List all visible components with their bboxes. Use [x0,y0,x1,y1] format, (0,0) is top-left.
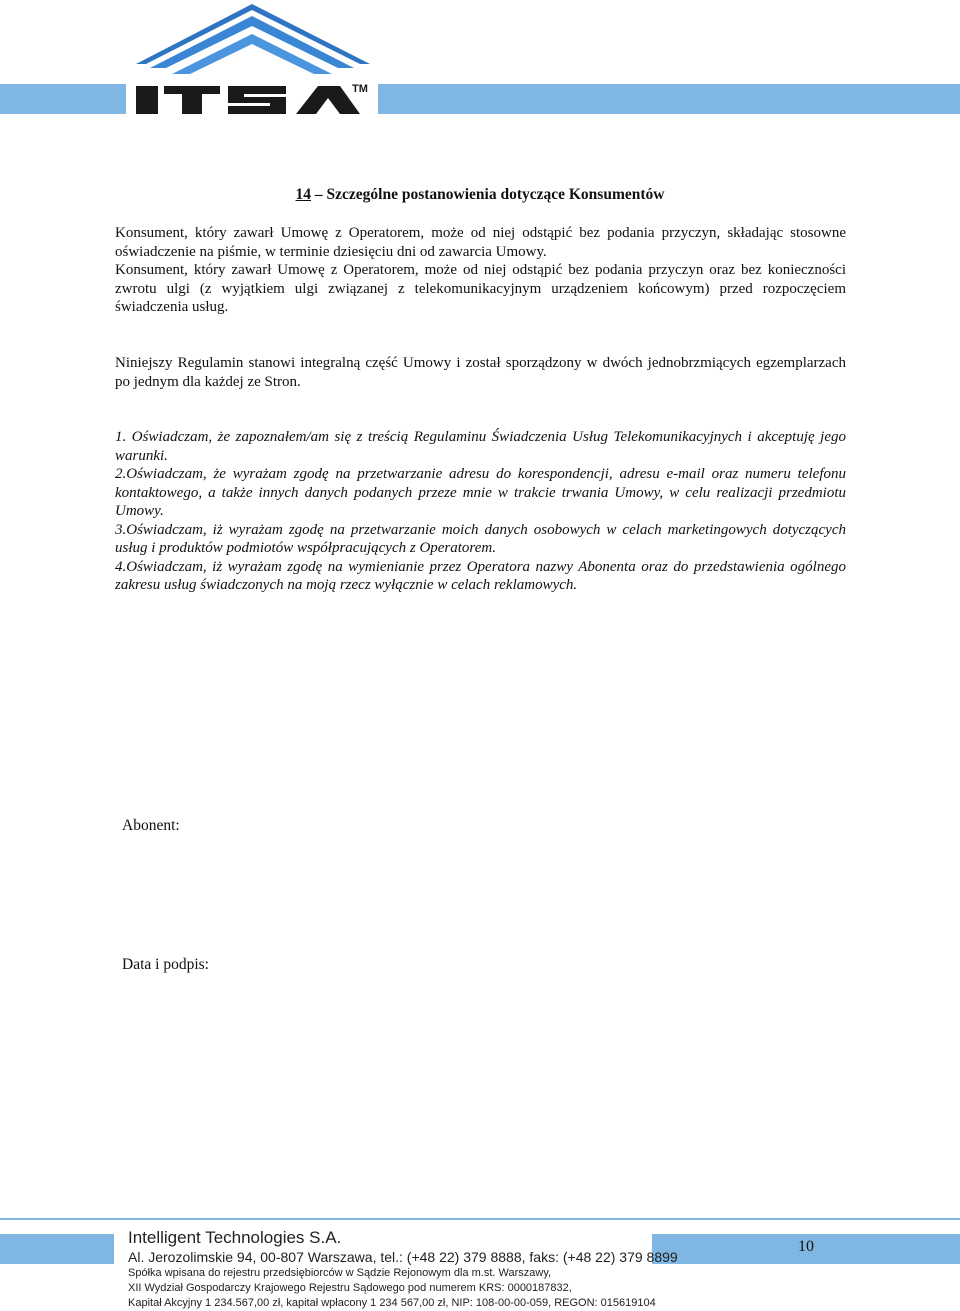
footer-company-info [128,1228,678,1311]
date-signature-label: Data i podpis: [122,956,209,973]
declaration-text: Oświadczam, że wyrażam zgodę na przetwarzanie adresu do korespondencji, adresu e-mail oraz numeru telefonu kontaktowego, a także innych danych podanych przeze mnie w trakcie trwania Umowy, w celu realizacji przedmiotu Umowy. [115,466,846,519]
header-bar-right [378,84,960,114]
itsa-logo [128,2,376,120]
footer-capital: Kapitał Akcyjny 1 234.567,00 zł, kapitał wpłacony 1 234 567,00 zł, NIP: 108-00-00-059, REGON: 015619104 [128,1297,656,1309]
footer-divider [0,1218,960,1220]
section-heading [0,186,960,204]
section-title: – Szczególne postanowienia dotyczące Konsumentów [311,186,665,203]
paragraph-withdrawal-10-days: Konsument, który zawarł Umowę z Operatorem, może od niej odstąpić bez podania przyczyn, składając stosowne oświadczenie na piśmie, w terminie dziesięciu dni od zawarcia Umowy. [115,225,846,260]
footer-bar-left [0,1234,114,1264]
footer-registry-1: Spółka wpisana do rejestru przedsiębiorców w Sądzie Rejonowym dla m.st. Warszawy, [128,1267,552,1279]
trademark-mark: TM [352,83,368,95]
declaration-text: Oświadczam, iż wyrażam zgodę na wymienianie przez Operatora nazwy Abonenta oraz do przedstawienia ogólnego zakresu usług świadczonych na moją rzecz wyłącznie w celach reklamowych. [115,558,846,593]
section-number: 14 [295,186,312,203]
declaration-number: 2. [115,466,127,482]
declaration-text: Oświadczam, iż wyrażam zgodę na przetwarzanie moich danych osobowych w celach marketingowych dotyczących usług i produktów podmiotów współpracujących z Operatorem. [115,521,846,556]
footer-company-name: Intelligent Technologies S.A. [128,1228,342,1247]
declarations-list [115,428,846,595]
subscriber-label: Abonent: [122,817,180,834]
declaration-item [115,521,846,558]
declaration-number: 4. [115,558,127,575]
footer-registry-2: XII Wydział Gospodarczy Krajowego Rejestru Sądowego pod numerem KRS: 0000187832, [128,1282,572,1294]
consumer-withdrawal-block [115,224,846,317]
declaration-text: Oświadczam, że zapoznałem/am się z treścią Regulaminu Świadczenia Usług Telekomunikacyjnych i akceptuję jego warunki. [115,429,846,464]
declaration-item [115,465,846,521]
paragraph-integral-part: Niniejszy Regulamin stanowi integralną część Umowy i został sporządzony w dwóch jednobrzmiących egzemplarzach po jednym dla każdej ze Stron. [115,355,846,390]
regulation-integral-block [115,354,846,391]
declaration-number: 3. [115,521,127,538]
declaration-item [115,558,846,595]
footer-address: Al. Jerozolimskie 94, 00-807 Warszawa, tel.: (+48 22) 379 8888, faks: (+48 22) 379 8899 [128,1249,678,1265]
declaration-number: 1. [115,429,127,445]
paragraph-withdrawal-no-refund: Konsument, który zawarł Umowę z Operatorem, może od niej odstąpić bez podania przyczyn oraz bez konieczności zwrotu ulgi (z wyjątkiem ulgi związanej z telekomunikacyjnym urządzeniem końcowym) przed rozpoczęciem świadczenia usług. [115,262,846,315]
declaration-item [115,428,846,465]
page-number: 10 [798,1238,814,1255]
header-bar-left [0,84,126,114]
